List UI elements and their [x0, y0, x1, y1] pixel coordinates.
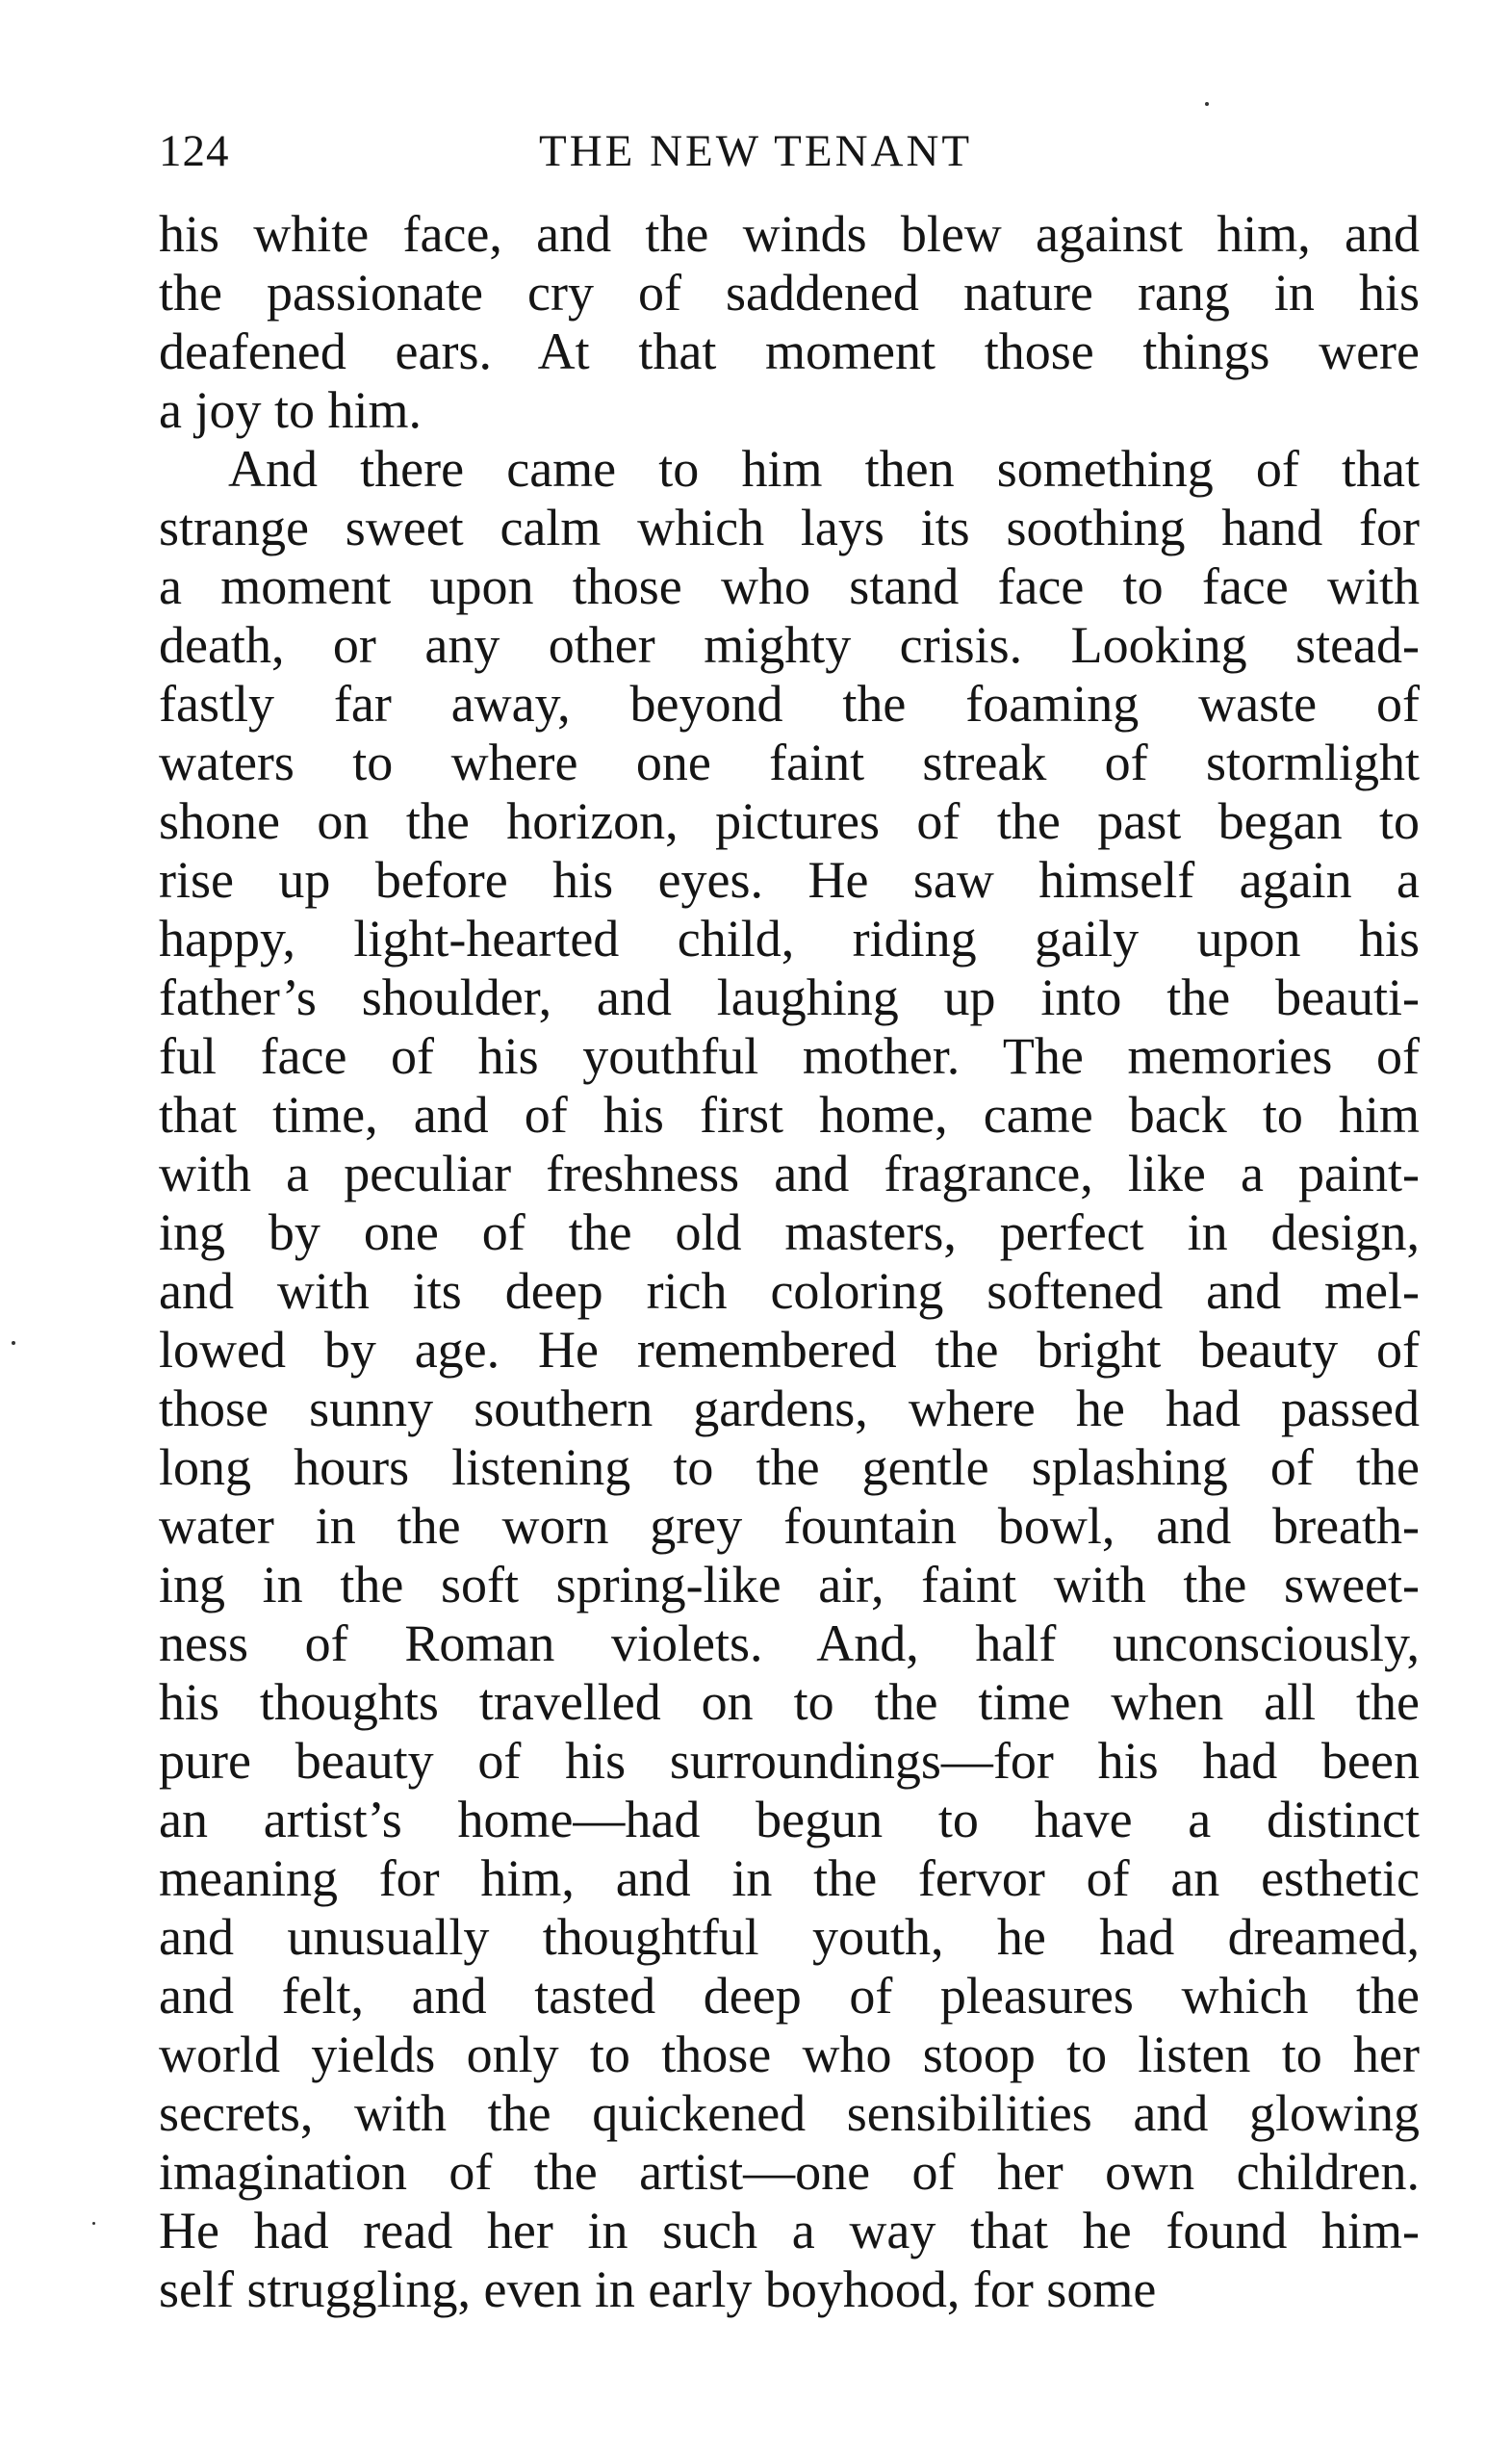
text-line: death, or any other mighty crisis. Looking stead- [159, 616, 1420, 674]
text-line: fastly far away, beyond the foaming waste of [159, 675, 1420, 733]
text-line: ing in the soft spring-like air, faint with the sweet- [159, 1556, 1420, 1613]
text-line: and felt, and tasted deep of pleasures which the [159, 1967, 1420, 2025]
scan-speck [92, 2222, 95, 2225]
text-line: ful face of his youthful mother. The memories of [159, 1027, 1420, 1085]
text-line: long hours listening to the gentle splashing of the [159, 1438, 1420, 1496]
text-line: an artist’s home—had begun to have a distinct [159, 1791, 1420, 1848]
text-line: strange sweet calm which lays its soothing hand for [159, 499, 1420, 556]
text-line: And there came to him then something of that [228, 440, 1420, 498]
text-line: ness of Roman violets. And, half unconsciously, [159, 1614, 1420, 1672]
page-number: 124 [159, 126, 230, 176]
text-line: He had read her in such a way that he found him- [159, 2202, 1420, 2259]
text-line: and with its deep rich coloring softened and mel- [159, 1262, 1420, 1320]
text-line: waters to where one faint streak of stormlight [159, 734, 1420, 791]
text-line: a joy to him. [159, 381, 422, 439]
text-line: self struggling, even in early boyhood, for some [159, 2260, 1157, 2318]
text-line: his thoughts travelled on to the time when all the [159, 1673, 1420, 1731]
text-line: shone on the horizon, pictures of the past began to [159, 792, 1420, 850]
text-line: with a peculiar freshness and fragrance, like a paint- [159, 1145, 1420, 1202]
text-line: imagination of the artist—one of her own children. [159, 2143, 1420, 2201]
text-line: the passionate cry of saddened nature rang in his [159, 264, 1420, 322]
text-line: and unusually thoughtful youth, he had dreamed, [159, 1908, 1420, 1966]
text-line: water in the worn grey fountain bowl, and breath- [159, 1497, 1420, 1555]
text-line: father’s shoulder, and laughing up into the beauti- [159, 968, 1420, 1026]
scan-speck [1205, 102, 1209, 106]
text-line: deafened ears. At that moment those things were [159, 323, 1420, 380]
text-line: happy, light-hearted child, riding gaily upon his [159, 910, 1420, 968]
text-line: ing by one of the old masters, perfect in design, [159, 1203, 1420, 1261]
text-line: that time, and of his first home, came back to him [159, 1086, 1420, 1144]
text-line: a moment upon those who stand face to face with [159, 557, 1420, 615]
running-title: THE NEW TENANT [539, 126, 973, 176]
body-text [159, 205, 1420, 2319]
text-line: meaning for him, and in the fervor of an esthetic [159, 1849, 1420, 1907]
text-line: pure beauty of his surroundings—for his had been [159, 1732, 1420, 1790]
scan-speck [12, 1341, 15, 1345]
text-line: lowed by age. He remembered the bright beauty of [159, 1321, 1420, 1379]
text-line: rise up before his eyes. He saw himself again a [159, 851, 1420, 909]
text-line: secrets, with the quickened sensibilities and glowing [159, 2084, 1420, 2142]
text-line: his white face, and the winds blew against him, and [159, 205, 1420, 263]
text-line: those sunny southern gardens, where he had passed [159, 1380, 1420, 1437]
text-line: world yields only to those who stoop to listen to her [159, 2026, 1420, 2083]
running-head [159, 117, 1420, 185]
